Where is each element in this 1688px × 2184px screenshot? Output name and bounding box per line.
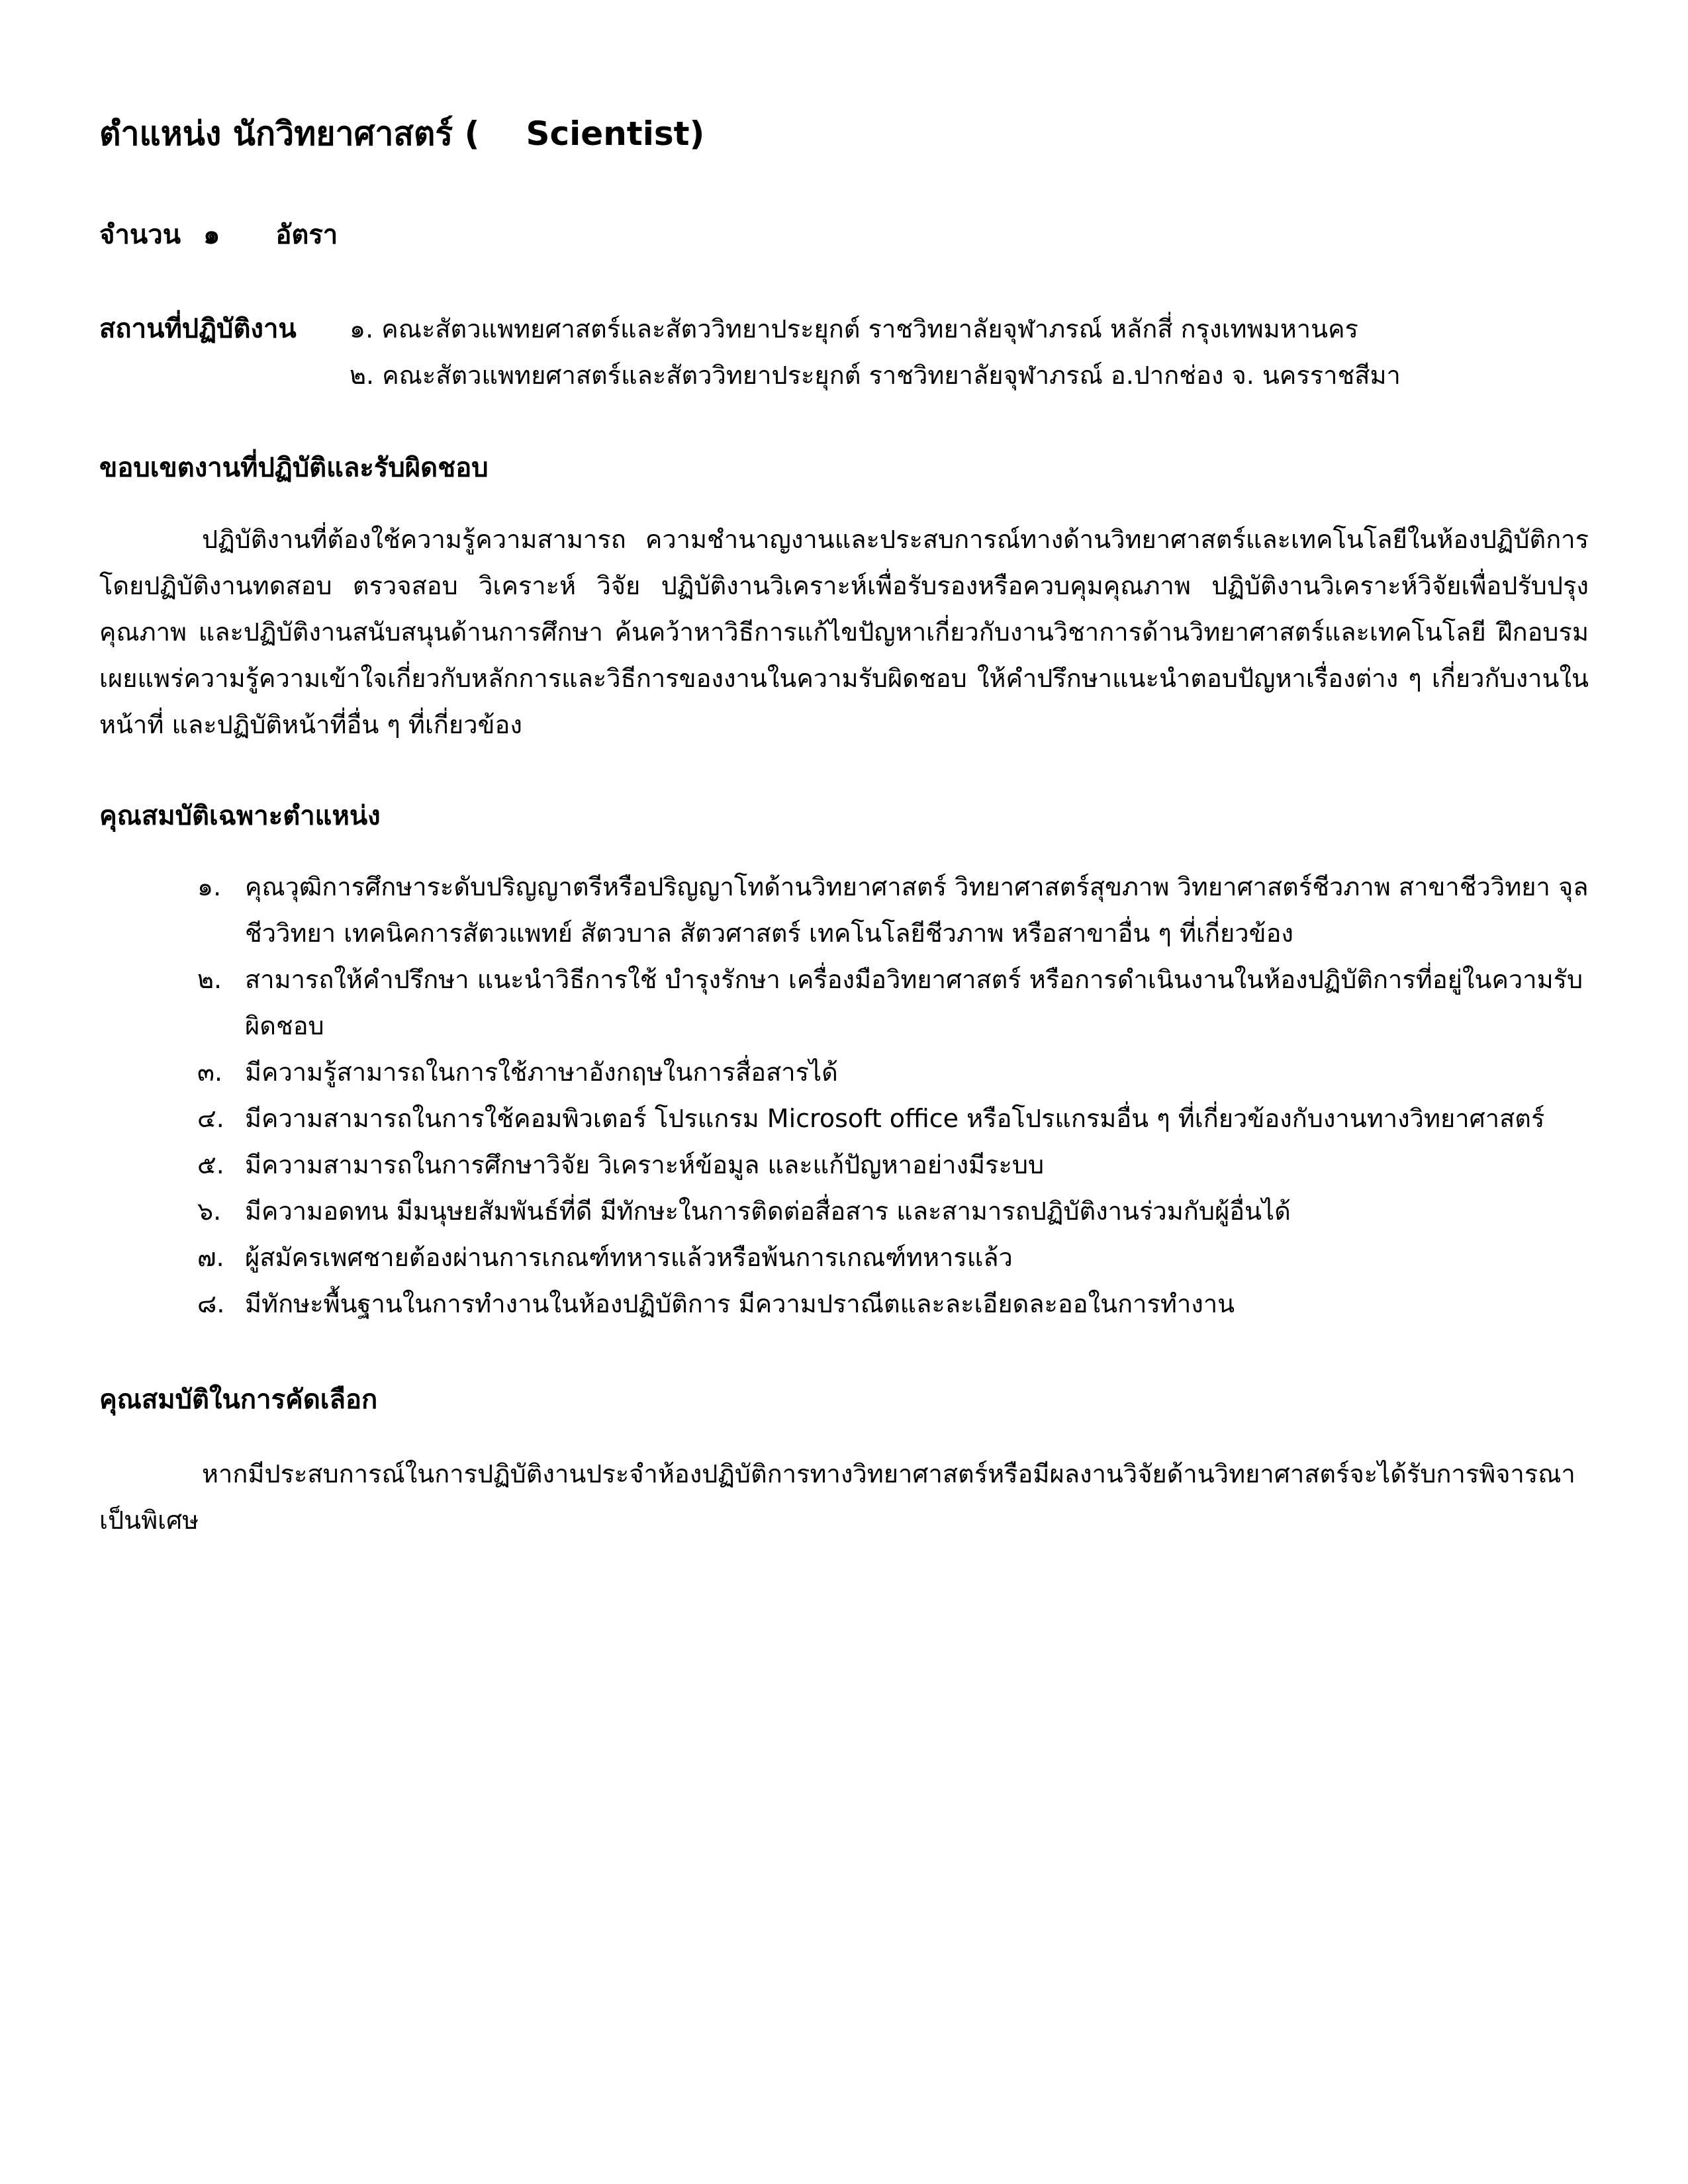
position-count [99,212,338,258]
qualifications-heading: คุณสมบัติเฉพาะตำแหน่ง [99,801,381,831]
scope-heading: ขอบเขตงานที่ปฏิบัติและรับผิดชอบ [99,453,489,483]
list-marker: ๔. [197,1104,224,1133]
list-item [197,956,1589,1049]
list-marker: ๓. [197,1058,223,1087]
list-item-text: ผู้สมัครเพศชายต้องผ่านการเกณฑ์ทหารแล้วหรือพ้นการเกณฑ์ทหารแล้ว [245,1243,1013,1272]
list-marker: ๖. [197,1197,222,1226]
list-item [197,864,1589,956]
list-item-text: สามารถให้คำปรึกษา แนะนำวิธีการใช้ บำรุงรักษา เครื่องมือวิทยาศาสตร์ หรือการดำเนินงานในห้องปฏิบัติการที่อยู่ในความรับผิดชอบ [245,965,1583,1040]
list-item [197,1188,1589,1234]
workplace-label: สถานที่ปฏิบัติงาน [99,314,297,344]
scope-paragraph: ปฏิบัติงานที่ต้องใช้ความรู้ความสามารถ ความชำนาญงานและประสบการณ์ทางด้านวิทยาศาสตร์และเทคโนโลยีในห้องปฏิบัติการ โดยปฏิบัติงานทดสอบ ตรวจสอบ วิเคราะห์ วิจัย ปฏิบัติงานวิเคราะห์เพื่อรับรองหรือควบคุมคุณภาพ ปฏิบัติงานวิเคราะห์วิจัยเพื่อปรับปรุงคุณภาพ และปฏิบัติงานสนับสนุนด้านการศึกษา ค้นคว้าหาวิธีการแก้ไขปัญหาเกี่ยวกับงานวิชาการด้านวิทยาศาสตร์และเทคโนโลยี ฝึกอบรม เผยแพร่ความรู้ความเข้าใจเกี่ยวกับหลักการและวิธีการของงานในความรับผิดชอบ ให้คำปรึกษาแนะนำตอบปัญหาเรื่องต่าง ๆ เกี่ยวกับงานในหน้าที่ และปฏิบัติหน้าที่อื่น ๆ ที่เกี่ยวข้อง [99,525,1589,739]
list-item-text: มีความรู้สามารถในการใช้ภาษาอังกฤษในการสื่อสารได้ [245,1058,838,1087]
selection-heading: คุณสมบัติในการคัดเลือก [99,1385,378,1415]
selection-paragraph: หากมีประสบการณ์ในการปฏิบัติงานประจำห้องปฏิบัติการทางวิทยาศาสตร์หรือมีผลงานวิจัยด้านวิทยาศาสตร์จะได้รับการพิจารณาเป็นพิเศษ [99,1459,1575,1535]
list-marker: ๑. [197,872,222,901]
list-item [197,1234,1589,1281]
workplace-item: ๒. คณะสัตวแพทยศาสตร์และสัตววิทยาประยุกต์ ราชวิทยาลัยจุฬาภรณ์ อ.ปากช่อง จ. นครราชสีมา [350,361,1401,390]
count-label: จำนวน [99,220,181,250]
count-unit: อัตรา [275,220,338,250]
page-title [99,107,704,160]
count-number: ๑ [203,220,220,250]
list-item-text: มีความสามารถในการศึกษาวิจัย วิเคราะห์ข้อมูล และแก้ปัญหาอย่างมีระบบ [245,1150,1045,1179]
title-thai: ตำแหน่ง นักวิทยาศาสตร์ ( [99,114,480,153]
list-marker: ๕. [197,1150,224,1179]
list-item-text: มีความสามารถในการใช้คอมพิวเตอร์ โปรแกรม Microsoft office หรือโปรแกรมอื่น ๆ ที่เกี่ยวข้องกับงานทางวิทยาศาสตร์ [245,1104,1545,1133]
list-marker: ๘. [197,1289,225,1318]
list-item [197,1142,1589,1188]
list-marker: ๗. [197,1243,224,1272]
workplace-list [350,306,1607,398]
workplace-item: ๑. คณะสัตวแพทยศาสตร์และสัตววิทยาประยุกต์ ราชวิทยาลัยจุฬาภรณ์ หลักสี่ กรุงเทพมหานคร [350,314,1358,343]
list-item-text: มีทักษะพื้นฐานในการทำงานในห้องปฏิบัติการ มีความปราณีตและละเอียดละออในการทำงาน [245,1289,1235,1318]
list-item [197,1049,1589,1095]
list-item-text: มีความอดทน มีมนุษยสัมพันธ์ที่ดี มีทักษะในการติดต่อสื่อสาร และสามารถปฏิบัติงานร่วมกับผู้อื่นได้ [245,1197,1291,1226]
list-item-text: คุณวุฒิการศึกษาระดับปริญญาตรีหรือปริญญาโทด้านวิทยาศาสตร์ วิทยาศาสตร์สุขภาพ วิทยาศาสตร์ชีวภาพ สาขาชีววิทยา จุลชีววิทยา เทคนิคการสัตวแพทย์ สัตวบาล สัตวศาสตร์ เทคโนโลยีชีวภาพ หรือสาขาอื่น ๆ ที่เกี่ยวข้อง [245,872,1589,948]
title-english: Scientist) [526,114,705,153]
list-marker: ๒. [197,965,222,994]
qualifications-list [197,864,1589,1327]
list-item [197,1281,1589,1327]
list-item [197,1095,1589,1142]
